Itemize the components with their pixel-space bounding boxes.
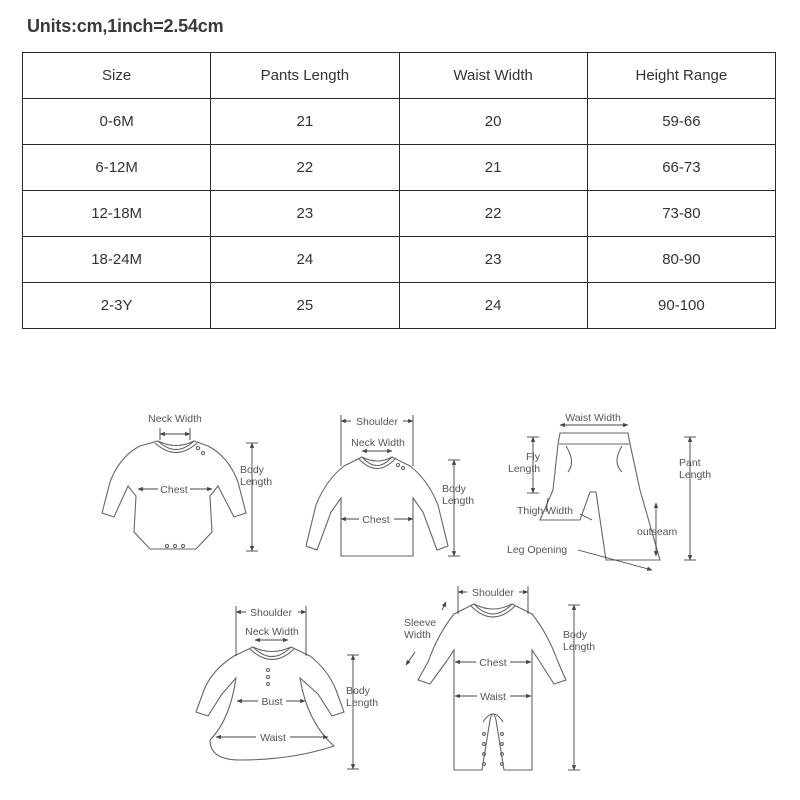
label-chest: Chest [362, 514, 390, 526]
label-thigh-width: Thigh Width [517, 505, 574, 517]
label-pant-length: Length [679, 469, 712, 481]
table-cell: 21 [211, 99, 399, 145]
label-waist-width: Waist Width [565, 412, 621, 424]
label-body: Body [346, 685, 370, 697]
table-cell: 22 [211, 145, 399, 191]
table-cell: 66-73 [587, 145, 775, 191]
header-cell: Pants Length [211, 53, 399, 99]
label-length: Length [346, 697, 379, 709]
header-cell: Waist Width [399, 53, 587, 99]
label-length: Length [563, 641, 596, 653]
label-outseam: outseam [637, 526, 678, 538]
units-note: Units:cm,1inch=2.54cm [27, 16, 224, 36]
label-body: Body [240, 464, 264, 476]
label-neck-width: Neck Width [245, 626, 299, 638]
label-waist: Waist [260, 732, 286, 744]
label-fly-length: Length [508, 463, 541, 475]
table-cell: 2-3Y [23, 283, 211, 329]
table-cell: 21 [399, 145, 587, 191]
table-cell: 20 [399, 99, 587, 145]
label-length: Length [442, 495, 475, 507]
label-chest: Chest [160, 484, 188, 496]
label-body: Body [563, 629, 587, 641]
header-cell: Height Range [587, 53, 775, 99]
label-sleeve: Sleeve [404, 617, 437, 629]
label-sleeve-width: Width [404, 629, 431, 641]
label-waist: Waist [480, 691, 506, 703]
label-shoulder: Shoulder [471, 587, 515, 599]
romper-diagram [406, 586, 580, 770]
label-neck-width: Neck Width [148, 413, 202, 425]
label-pant: Pant [679, 457, 701, 469]
table-cell: 0-6M [23, 99, 211, 145]
table-cell: 25 [211, 283, 399, 329]
table-cell: 22 [399, 191, 587, 237]
label-neck-width: Neck Width [351, 437, 405, 449]
label-fly: Fly [526, 451, 540, 463]
table-cell: 80-90 [587, 237, 775, 283]
table-cell: 73-80 [587, 191, 775, 237]
table-cell: 24 [399, 283, 587, 329]
table-cell: 12-18M [23, 191, 211, 237]
header-cell: Size [23, 53, 211, 99]
label-length: Length [240, 476, 273, 488]
table-cell: 6-12M [23, 145, 211, 191]
label-body: Body [442, 483, 466, 495]
label-bust: Bust [261, 696, 283, 708]
table-cell: 18-24M [23, 237, 211, 283]
table-cell: 59-66 [587, 99, 775, 145]
label-shoulder: Shoulder [355, 416, 399, 428]
table-cell: 23 [211, 191, 399, 237]
table-cell: 24 [211, 237, 399, 283]
label-chest: Chest [479, 657, 507, 669]
table-cell: 23 [399, 237, 587, 283]
label-leg-opening: Leg Opening [507, 544, 568, 556]
label-shoulder: Shoulder [249, 607, 293, 619]
table-cell: 90-100 [587, 283, 775, 329]
